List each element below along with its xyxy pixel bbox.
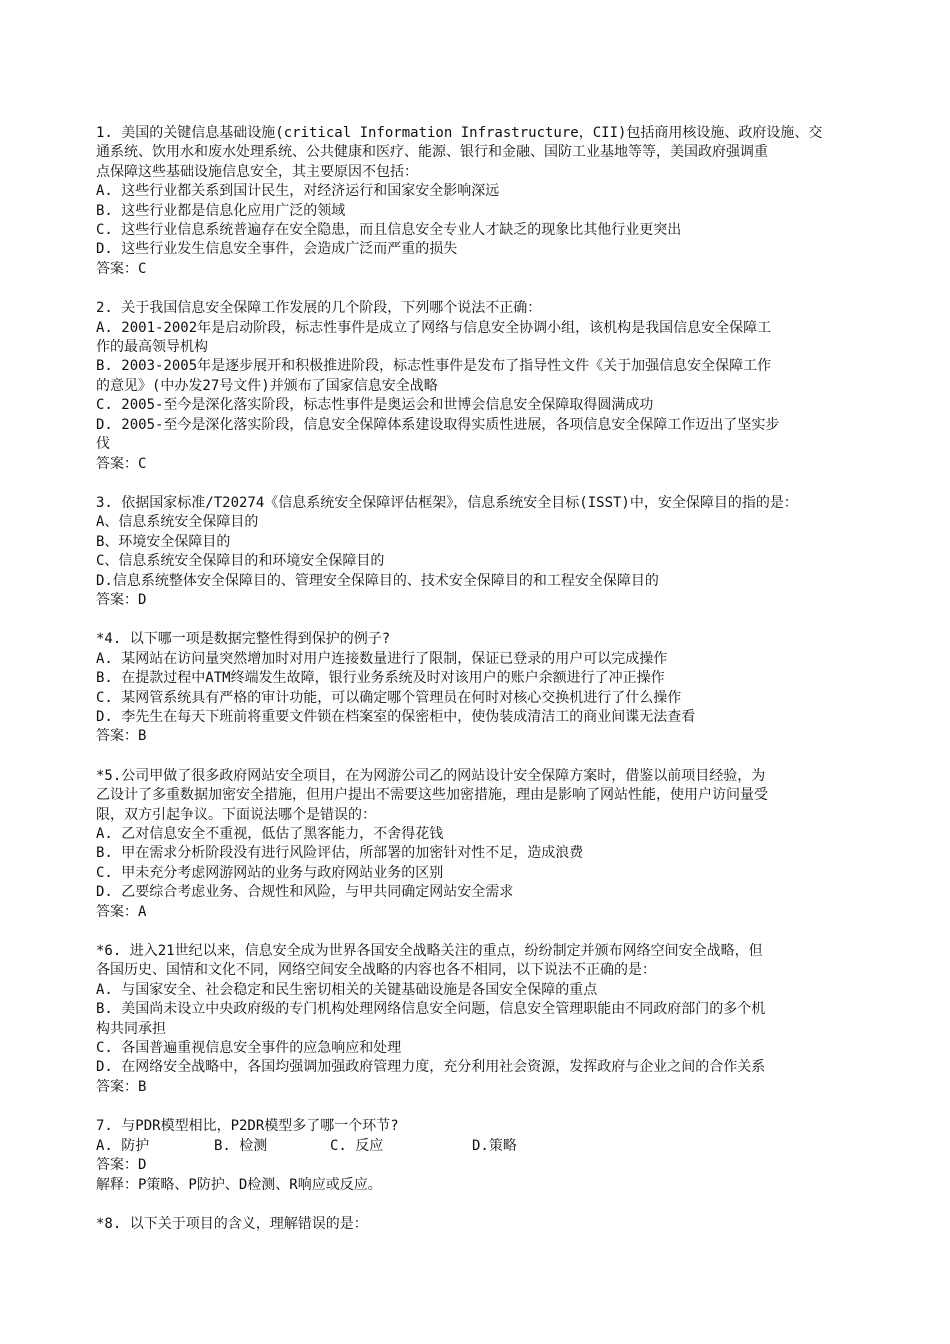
option-a-cont: 作的最高领导机构 [96,339,208,356]
option-b: B. 检测 [214,1137,268,1154]
question-text: 7. 与PDR模型相比，P2DR模型多了哪一个环节? [96,1118,399,1135]
option-c: C. 甲未充分考虑网游网站的业务与政府网站业务的区别 [96,864,444,881]
question-text: 各国历史、国情和文化不同，网络空间安全战略的内容也各不相同，以下说法不正确的是： [96,962,656,979]
question-text: 2. 关于我国信息安全保障工作发展的几个阶段，下列哪个说法不正确： [96,300,542,317]
question-1 [96,124,912,279]
option-b: B. 在提款过程中ATM终端发生故障，银行业务系统及时对该用户的账户余额进行了冲正操作 [96,670,665,687]
option-b: B、环境安全保障目的 [96,533,231,550]
document-body [96,124,912,1254]
answer: 答案：D [96,591,147,608]
question-text: *6. 进入21世纪以来，信息安全成为世界各国安全战略关注的重点，纷纷制定并颁布网络空间安全战略，但 [96,943,763,960]
option-d: D. 2005-至今是深化落实阶段，信息安全保障体系建设取得实质性进展，各项信息安全保障工作迈出了坚实步 [96,416,780,433]
option-a: A. 某网站在访问量突然增加时对用户连接数量进行了限制，保证已登录的用户可以完成操作 [96,650,668,667]
options-row [96,1137,912,1156]
question-text: *4. 以下哪一项是数据完整性得到保护的例子? [96,631,391,648]
question-7 [96,1117,912,1195]
option-c: C. 各国普遍重视信息安全事件的应急响应和处理 [96,1040,402,1057]
question-4 [96,630,912,746]
answer: 答案：C [96,260,147,277]
option-d: D. 这些行业发生信息安全事件，会造成广泛而严重的损失 [96,241,458,258]
option-b: B. 2003-2005年是逐步展开和积极推进阶段，标志性事件是发布了指导性文件《关于加强信息安全保障工作 [96,358,772,375]
question-text: *8. 以下关于项目的含义，理解错误的是： [96,1215,368,1232]
question-text: 通系统、饮用水和废水处理系统、公共健康和医疗、能源、银行和金融、国防工业基地等等，美国政府强调重 [96,144,768,161]
option-c: C. 某网管系统具有严格的审计功能，可以确定哪个管理员在何时对核心交换机进行了什么操作 [96,689,682,706]
answer: 答案：B [96,1078,147,1095]
question-text: 限，双方引起争议。下面说法哪个是错误的： [96,806,376,823]
question-text: 3. 依据国家标准/T20274《信息系统安全保障评估框架》，信息系统安全目标(ISST)中，安全保障目的指的是： [96,494,798,511]
question-3 [96,494,912,610]
answer: 答案：C [96,455,147,472]
option-d: D. 李先生在每天下班前将重要文件锁在档案室的保密柜中，使伪装成清洁工的商业间谍无法查看 [96,708,696,725]
question-5 [96,767,912,922]
option-c: C. 这些行业信息系统普遍存在安全隐患，而且信息安全专业人才缺乏的现象比其他行业更突出 [96,222,682,239]
option-b: B. 美国尚未设立中央政府级的专门机构处理网络信息安全问题，信息安全管理职能由不同政府部门的多个机 [96,1001,766,1018]
option-a: A. 乙对信息安全不重视，低估了黑客能力，不舍得花钱 [96,826,444,842]
option-d: D.策略 [472,1137,517,1154]
option-b-cont: 的意见》(中办发27号文件)并颁布了国家信息安全战略 [96,377,438,394]
option-d-cont: 伐 [96,436,110,453]
question-2 [96,299,912,474]
option-a: A、信息系统安全保障目的 [96,514,259,531]
answer: 答案：B [96,728,147,745]
option-a: A. 防护 [96,1137,150,1154]
question-text: *5.公司甲做了很多政府网站安全项目，在为网游公司乙的网站设计安全保障方案时，借鉴以前项目经验，为 [96,767,766,784]
question-text: 乙设计了多重数据加密安全措施，但用户提出不需要这些加密措施，理由是影响了网站性能，使用户访问量受 [96,787,768,804]
option-c: C. 2005-至今是深化落实阶段，标志性事件是奥运会和世博会信息安全保障取得圆满成功 [96,397,654,414]
option-a: A. 这些行业都关系到国计民生，对经济运行和国家安全影响深远 [96,183,500,200]
option-b-cont: 构共同承担 [96,1020,166,1037]
answer: 答案：D [96,1157,147,1174]
explanation: 解释：P策略、P防护、D检测、R响应或反应。 [96,1176,382,1193]
option-c: C、信息系统安全保障目的和环境安全保障目的 [96,553,385,570]
question-8 [96,1215,912,1234]
question-text: 点保障这些基础设施信息安全，其主要原因不包括： [96,163,418,180]
option-c: C. 反应 [330,1137,384,1154]
option-a: A. 与国家安全、社会稳定和民生密切相关的关键基础设施是各国安全保障的重点 [96,981,598,998]
option-d: D.信息系统整体安全保障目的、管理安全保障目的、技术安全保障目的和工程安全保障目的 [96,572,659,589]
question-6 [96,942,912,1097]
option-b: B. 这些行业都是信息化应用广泛的领域 [96,202,346,219]
option-a: A. 2001-2002年是启动阶段，标志性事件是成立了网络与信息安全协调小组，该机构是我国信息安全保障工 [96,319,772,336]
answer: 答案：A [96,903,147,920]
option-d: D. 在网络安全战略中，各国均强调加强政府管理力度，充分利用社会资源，发挥政府与企业之间的合作关系 [96,1059,766,1076]
option-b: B. 甲在需求分析阶段没有进行风险评估，所部署的加密针对性不足，造成浪费 [96,845,584,862]
option-d: D. 乙要综合考虑业务、合规性和风险，与甲共同确定网站安全需求 [96,884,514,901]
question-text: 1. 美国的关键信息基础设施(critical Information Infrastructure，CII)包括商用核设施、政府设施、交 [96,125,823,141]
